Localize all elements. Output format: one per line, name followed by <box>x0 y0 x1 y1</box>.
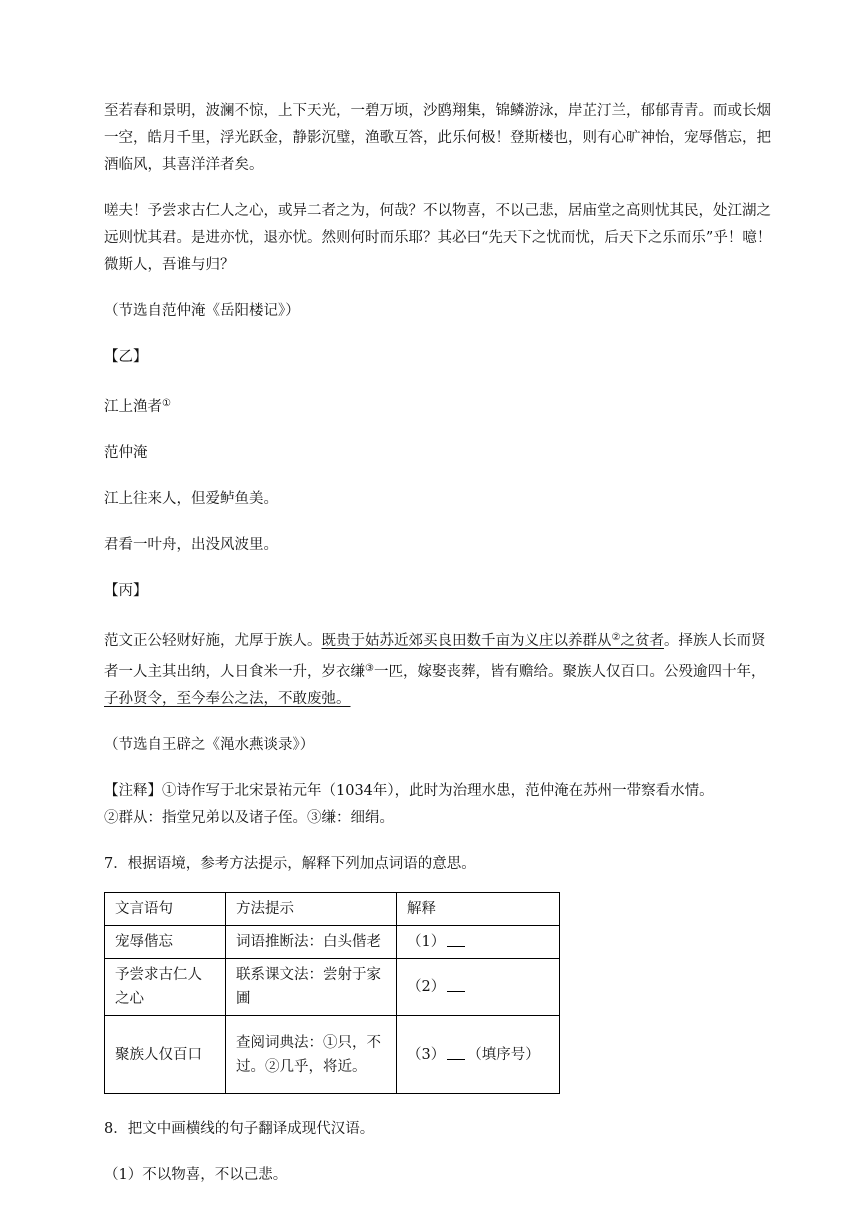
table-header-row <box>105 893 560 926</box>
table-row <box>105 1016 560 1094</box>
poem-line-1: 江上往来人，但爱鲈鱼美。 <box>104 491 278 507</box>
table-cell-answer[interactable] <box>397 959 560 1016</box>
passage-jia-source: （节选自范仲淹《岳阳楼记》） <box>104 303 300 319</box>
passage-jia-phrase: 不以物喜，不以己悲 <box>423 203 554 219</box>
document-content <box>104 98 772 1189</box>
notes-line-2: ②群从：指堂兄弟以及诸子侄。③缣：细绢。 <box>104 810 394 826</box>
table-header-cell: 文言语句 <box>105 893 226 926</box>
table-row <box>105 926 560 959</box>
underlined-text: 之贫者 <box>620 633 664 649</box>
table-header-cell: 解释 <box>397 893 560 926</box>
note-marker: ② <box>611 632 621 643</box>
table-cell-answer[interactable] <box>397 926 560 959</box>
answer-prefix: （3） <box>407 1046 446 1063</box>
answer-prefix: （1） <box>407 934 446 950</box>
note-marker: ③ <box>365 663 374 674</box>
table-cell-hint: 联系课文法：尝射于家圃 <box>226 959 397 1016</box>
table-header-cell: 方法提示 <box>226 893 397 926</box>
notes-line-1 <box>104 778 772 805</box>
passage-jia-paragraph-2 <box>104 198 772 279</box>
answer-blank[interactable] <box>447 932 465 947</box>
question-8-item-1: （1）不以物喜，不以己悲。 <box>104 1167 288 1183</box>
table-cell-sentence: 宠辱偕忘 <box>105 926 226 959</box>
answer-blank[interactable] <box>447 977 465 992</box>
table-cell-sentence: 予尝求古仁人之心 <box>105 959 226 1016</box>
underlined-text: 既贵于姑苏近郊买良田数千亩为义庄以养群从 <box>321 633 612 649</box>
answer-blank[interactable] <box>447 1045 465 1060</box>
poem-author: 范仲淹 <box>104 445 148 461</box>
passage-bing-text: 范文正公轻财好施，尤厚于族人。 <box>104 633 322 649</box>
poem-title-text: 江上渔者 <box>104 399 162 415</box>
poem-title <box>104 390 772 421</box>
passage-yi-heading: 【乙】 <box>104 349 148 365</box>
answer-suffix: （填序号） <box>467 1046 540 1063</box>
question-7-table <box>104 892 560 1094</box>
passage-jia-paragraph-1: 至若春和景明，波澜不惊，上下天光，一碧万顷，沙鸥翔集，锦鳞游泳，岸芷汀兰，郁郁青青。而或长烟一空，皓月千里，浮光跃金，静影沉璧，渔歌互答，此乐何极！登斯楼也，则有心旷神怡，宠辱偕忘，把酒临风，其喜洋洋者矣。 <box>104 103 771 173</box>
notes-text: ①诗作写于北宋景祐元年（1034年），此时为治理水患，范仲淹在苏州一带察看水情。 <box>162 783 714 799</box>
passage-bing-paragraph <box>104 624 772 713</box>
underlined-sentence-2: 子孙贤令，至今奉公之法，不敢废弛。 <box>104 691 351 707</box>
table-cell-hint: 词语推断法：白头偕老 <box>226 926 397 959</box>
table-cell-hint: 查阅词典法：①只，不过。②几乎，将近。 <box>226 1016 397 1094</box>
notes-label: 【注释】 <box>104 783 162 799</box>
passage-bing-text: 。择族人长而贤者一人主其出纳，人日食米一升，岁衣缣 <box>104 633 766 680</box>
note-marker: ① <box>162 398 171 409</box>
question-7-prompt: 7．根据语境，参考方法提示，解释下列加点词语的意思。 <box>104 856 476 872</box>
underlined-sentence-1 <box>322 633 664 649</box>
poem-line-2: 君看一叶舟，出没风波里。 <box>104 537 278 553</box>
table-cell-answer[interactable] <box>397 1016 560 1094</box>
table-cell-sentence: 聚族人仅百口 <box>105 1016 226 1094</box>
passage-jia-text: 嗟夫！予尝求古仁人之心，或异二者之为，何哉？ <box>104 203 423 219</box>
passage-bing-heading: 【丙】 <box>104 583 148 599</box>
passage-bing-source: （节选自王辟之《渑水燕谈录》） <box>104 737 315 753</box>
table-row <box>105 959 560 1016</box>
answer-prefix: （2） <box>407 979 446 995</box>
passage-bing-text: 一匹，嫁娶丧葬，皆有赡给。聚族人仅百口。公殁逾四十年， <box>373 664 766 680</box>
question-8-prompt: 8．把文中画横线的句子翻译成现代汉语。 <box>104 1121 375 1137</box>
passage-jia-text: ，居庙堂之高则忧其民，处江湖之远则忧其君。是进亦忧，退亦忧。然则何时而乐耶？其必曰“先天下之忧而忧，后天下之乐而乐”乎！噫！微斯人，吾谁与归？ <box>104 203 772 273</box>
